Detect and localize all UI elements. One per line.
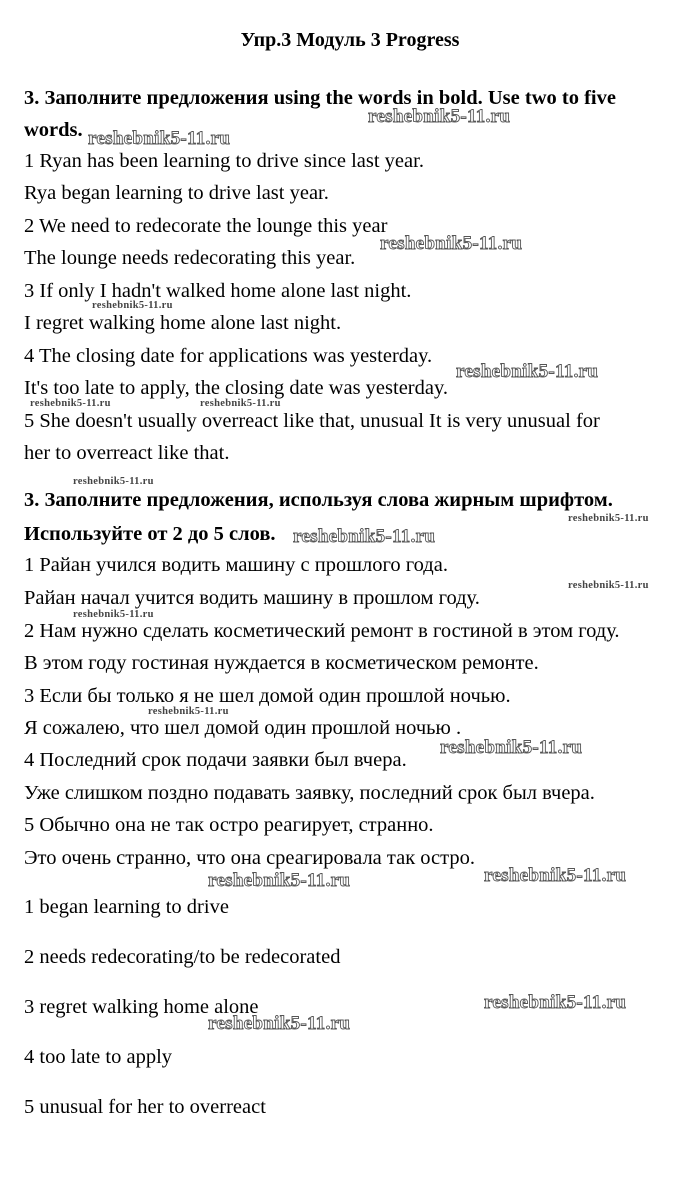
watermark: reshebnik5-11.ru bbox=[73, 476, 154, 487]
en-line: It's too late to apply, the closing date was yesterday. bbox=[24, 377, 449, 399]
page-title: Упр.3 Модуль 3 Progress bbox=[240, 29, 460, 51]
en-line: 1 Ryan has been learning to drive since last year. bbox=[24, 150, 424, 172]
en-line: I regret walking home alone last night. bbox=[24, 312, 342, 334]
en-line: her to overreact like that. bbox=[24, 442, 230, 464]
watermark: reshebnik5-11.ru bbox=[293, 526, 436, 547]
en-line: Rya began learning to drive last year. bbox=[24, 182, 329, 204]
watermark: reshebnik5-11.ru bbox=[92, 300, 173, 311]
en-task-heading-line1: 3. Заполните предложения using the words in bold. Use two to five bbox=[24, 87, 616, 109]
watermark: reshebnik5-11.ru bbox=[484, 992, 627, 1013]
en-line: 3 If only I hadn't walked home alone last night. bbox=[24, 280, 412, 302]
en-line: 2 We need to redecorate the lounge this year bbox=[24, 215, 388, 237]
ru-line: Это очень странно, что она среагировала так остро. bbox=[24, 847, 475, 869]
watermark: reshebnik5-11.ru bbox=[73, 609, 154, 620]
watermark: reshebnik5-11.ru bbox=[208, 870, 351, 891]
watermark: reshebnik5-11.ru bbox=[568, 580, 649, 591]
watermark: reshebnik5-11.ru bbox=[368, 106, 511, 127]
watermark: reshebnik5-11.ru bbox=[148, 706, 229, 717]
ru-line: 1 Райан учился водить машину с прошлого года. bbox=[24, 554, 448, 576]
watermark: reshebnik5-11.ru bbox=[88, 128, 231, 149]
en-line: 4 The closing date for applications was yesterday. bbox=[24, 345, 433, 367]
answer-line: 1 began learning to drive bbox=[24, 896, 229, 918]
answer-line: 3 regret walking home alone bbox=[24, 996, 259, 1018]
ru-line: 2 Нам нужно сделать косметический ремонт в гостиной в этом году. bbox=[24, 620, 620, 642]
watermark: reshebnik5-11.ru bbox=[440, 737, 583, 758]
ru-line: Райан начал учится водить машину в прошлом году. bbox=[24, 587, 480, 609]
ru-line: 5 Обычно она не так остро реагирует, странно. bbox=[24, 814, 434, 836]
ru-task-heading-line1: 3. Заполните предложения, используя слова жирным шрифтом. bbox=[24, 489, 613, 511]
answer-line: 5 unusual for her to overreact bbox=[24, 1096, 266, 1118]
watermark: reshebnik5-11.ru bbox=[200, 398, 281, 409]
ru-line: В этом году гостиная нуждается в косметическом ремонте. bbox=[24, 652, 539, 674]
watermark: reshebnik5-11.ru bbox=[456, 361, 599, 382]
ru-line: 4 Последний срок подачи заявки был вчера. bbox=[24, 749, 407, 771]
answer-line: 4 too late to apply bbox=[24, 1046, 173, 1068]
ru-line: Уже слишком поздно подавать заявку, последний срок был вчера. bbox=[24, 782, 595, 804]
watermark: reshebnik5-11.ru bbox=[380, 233, 523, 254]
en-line: 5 She doesn't usually overreact like that, unusual It is very unusual for bbox=[24, 410, 600, 432]
ru-line: Я сожалею, что шел домой один прошлой ночью . bbox=[24, 717, 462, 739]
ru-line: 3 Если бы только я не шел домой один прошлой ночью. bbox=[24, 685, 511, 707]
watermark: reshebnik5-11.ru bbox=[484, 865, 627, 886]
watermark: reshebnik5-11.ru bbox=[208, 1013, 351, 1034]
watermark: reshebnik5-11.ru bbox=[568, 513, 649, 524]
en-line: The lounge needs redecorating this year. bbox=[24, 247, 356, 269]
answer-line: 2 needs redecorating/to be redecorated bbox=[24, 946, 341, 968]
ru-task-heading-line2: Используйте от 2 до 5 слов. bbox=[24, 523, 276, 545]
en-task-heading-line2: words. bbox=[24, 119, 83, 141]
watermark: reshebnik5-11.ru bbox=[30, 398, 111, 409]
